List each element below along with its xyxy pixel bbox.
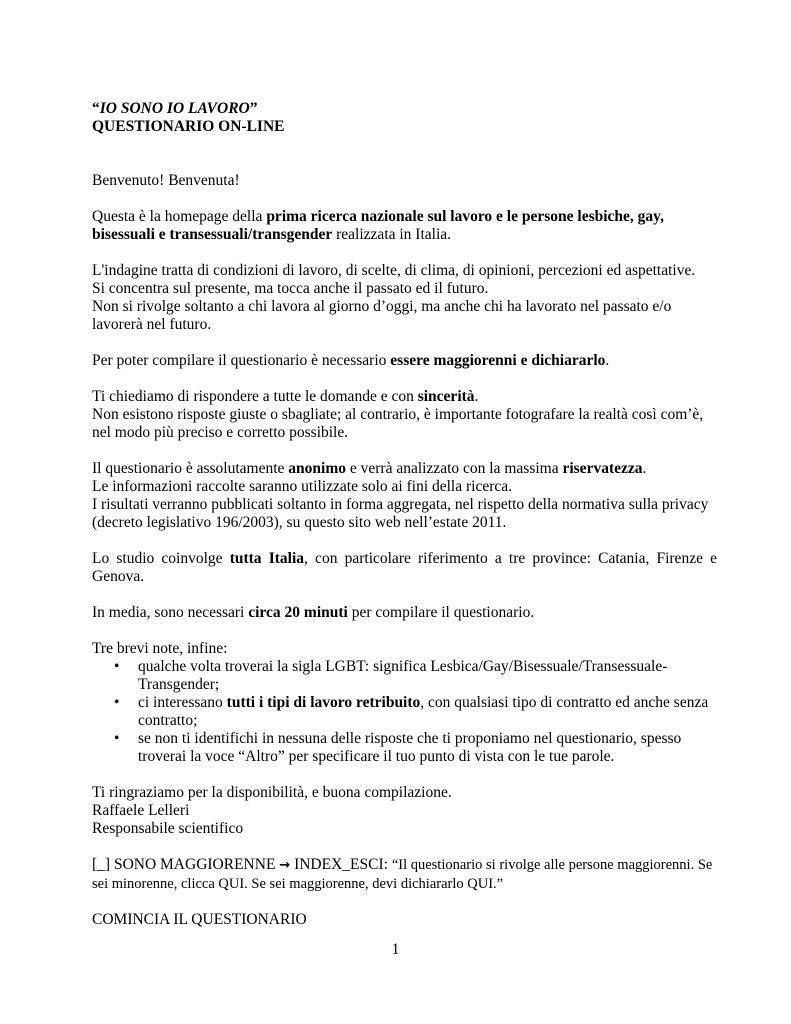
bullet-icon: •: [114, 658, 120, 675]
note-lgbt: qualche volta troverai la sigla LGBT: significa Lesbica/Gay/Bisessuale/Transessuale-Transgender;: [138, 658, 668, 693]
privacy-mid: e verrà analizzato con la massima: [346, 460, 563, 477]
document-page: [92, 100, 717, 947]
sincerity-pre: Ti chiediamo di rispondere a tutte le domande e con: [92, 388, 418, 405]
privacy-line-3: I risultati verranno pubblicati soltanto in forma aggregata, nel rispetto della normativa sulla privacy (decreto legislativo 196/2003), su questo sito web nell’estate 2011.: [92, 496, 709, 531]
note-work-pre: ci interessano: [138, 694, 227, 711]
duration-bold: circa 20 minuti: [248, 604, 348, 621]
note-work-bold: tutti i tipi di lavoro retribuito: [226, 694, 421, 711]
duration-paragraph: [92, 604, 717, 622]
bullet-icon: •: [114, 694, 120, 711]
intro-post: realizzata in Italia.: [332, 226, 452, 243]
notes-heading: Tre brevi note, infine:: [92, 640, 228, 657]
privacy-bold-riservatezza: riservatezza: [562, 460, 643, 477]
coverage-post: , con particolare riferimento a tre province: Catania, Firenze e Genova.: [92, 550, 717, 585]
list-item: [114, 730, 717, 766]
age-post: .: [605, 352, 610, 369]
note-altro: se non ti identifichi in nessuna delle risposte che ti proponiamo nel questionario, spesso troverai la voce “Altro” per specificare il tuo punto di vista con le tue parole.: [138, 730, 682, 765]
document-title: [92, 100, 717, 118]
closing-thanks: Ti ringraziamo per la disponibilità, e buona compilazione.: [92, 784, 452, 801]
coverage-pre: Lo studio coinvolge: [92, 550, 230, 567]
adult-checkbox[interactable]: [_]: [92, 856, 111, 873]
scope-line-1: L'indagine tratta di condizioni di lavoro, di scelte, di clima, di opinioni, percezioni ed aspettative.: [92, 262, 696, 279]
welcome-text: Benvenuto! Benvenuta!: [92, 172, 240, 189]
age-bold: essere maggiorenni e dichiararlo: [390, 352, 606, 369]
author-role: Responsabile scientifico: [92, 820, 244, 837]
privacy-post: .: [642, 460, 647, 477]
sincerity-paragraph: [92, 388, 717, 442]
title-open-quote: “: [92, 100, 100, 117]
sincerity-post: .: [474, 388, 479, 405]
document-subtitle: QUESTIONARIO ON-LINE: [92, 118, 285, 135]
list-item: [114, 658, 717, 694]
intro-pre: Questa è la homepage della: [92, 208, 267, 225]
coverage-paragraph: [92, 550, 717, 586]
duration-post: per compilare il questionario.: [347, 604, 535, 621]
scope-line-2: Si concentra sul presente, ma tocca anche il passato ed il futuro.: [92, 280, 489, 297]
notes-list: [92, 658, 717, 766]
consent-paragraph: [92, 856, 717, 893]
note-work-post: , con qualsiasi tipo di contratto ed anche senza contratto;: [138, 694, 709, 729]
intro-bold: prima ricerca nazionale sul lavoro e le persone lesbiche, gay, bisessuali e transessuali/transgender: [92, 208, 664, 243]
page-number: 1: [391, 941, 400, 958]
privacy-paragraph: [92, 460, 717, 532]
privacy-pre: Il questionario è assolutamente: [92, 460, 289, 477]
arrow-right-icon: →: [279, 858, 291, 873]
closing-paragraph: [92, 784, 717, 838]
title-close-quote: ”: [249, 100, 258, 117]
sincerity-line-2: Non esistono risposte giuste o sbagliate; al contrario, è importante fotografare la realtà così com’è, nel modo più preciso e corretto possibile.: [92, 406, 704, 441]
coverage-bold: tutta Italia: [229, 550, 305, 567]
project-name: IO SONO IO LAVORO: [99, 100, 250, 117]
privacy-line-2: Le informazioni raccolte saranno utilizzate solo ai fini della ricerca.: [92, 478, 513, 495]
age-pre: Per poter compilare il questionario è necessario: [92, 352, 391, 369]
author-name: Raffaele Lelleri: [92, 802, 190, 819]
consent-note: “Il questionario si rivolge alle persone maggiorenni. Se sei minorenne, clicca QUI. Se sei maggiorenne, devi dichiararlo QUI.”: [92, 857, 713, 892]
sincerity-bold: sincerità: [417, 388, 475, 405]
duration-pre: In media, sono necessari: [92, 604, 249, 621]
scope-paragraph: [92, 262, 717, 334]
scope-line-3: Non si rivolge soltanto a chi lavora al giorno d’oggi, ma anche chi ha lavorato nel passato e/o lavorerà nel futuro.: [92, 298, 672, 333]
start-questionnaire-link[interactable]: COMINCIA IL QUESTIONARIO: [92, 911, 307, 928]
consent-target: INDEX_ESCI:: [290, 856, 392, 873]
privacy-bold-anonimo: anonimo: [288, 460, 346, 477]
intro-paragraph: [92, 208, 717, 244]
age-paragraph: [92, 352, 717, 370]
adult-checkbox-label: SONO MAGGIORENNE: [110, 856, 280, 873]
list-item: [114, 694, 717, 730]
bullet-icon: •: [114, 730, 120, 747]
